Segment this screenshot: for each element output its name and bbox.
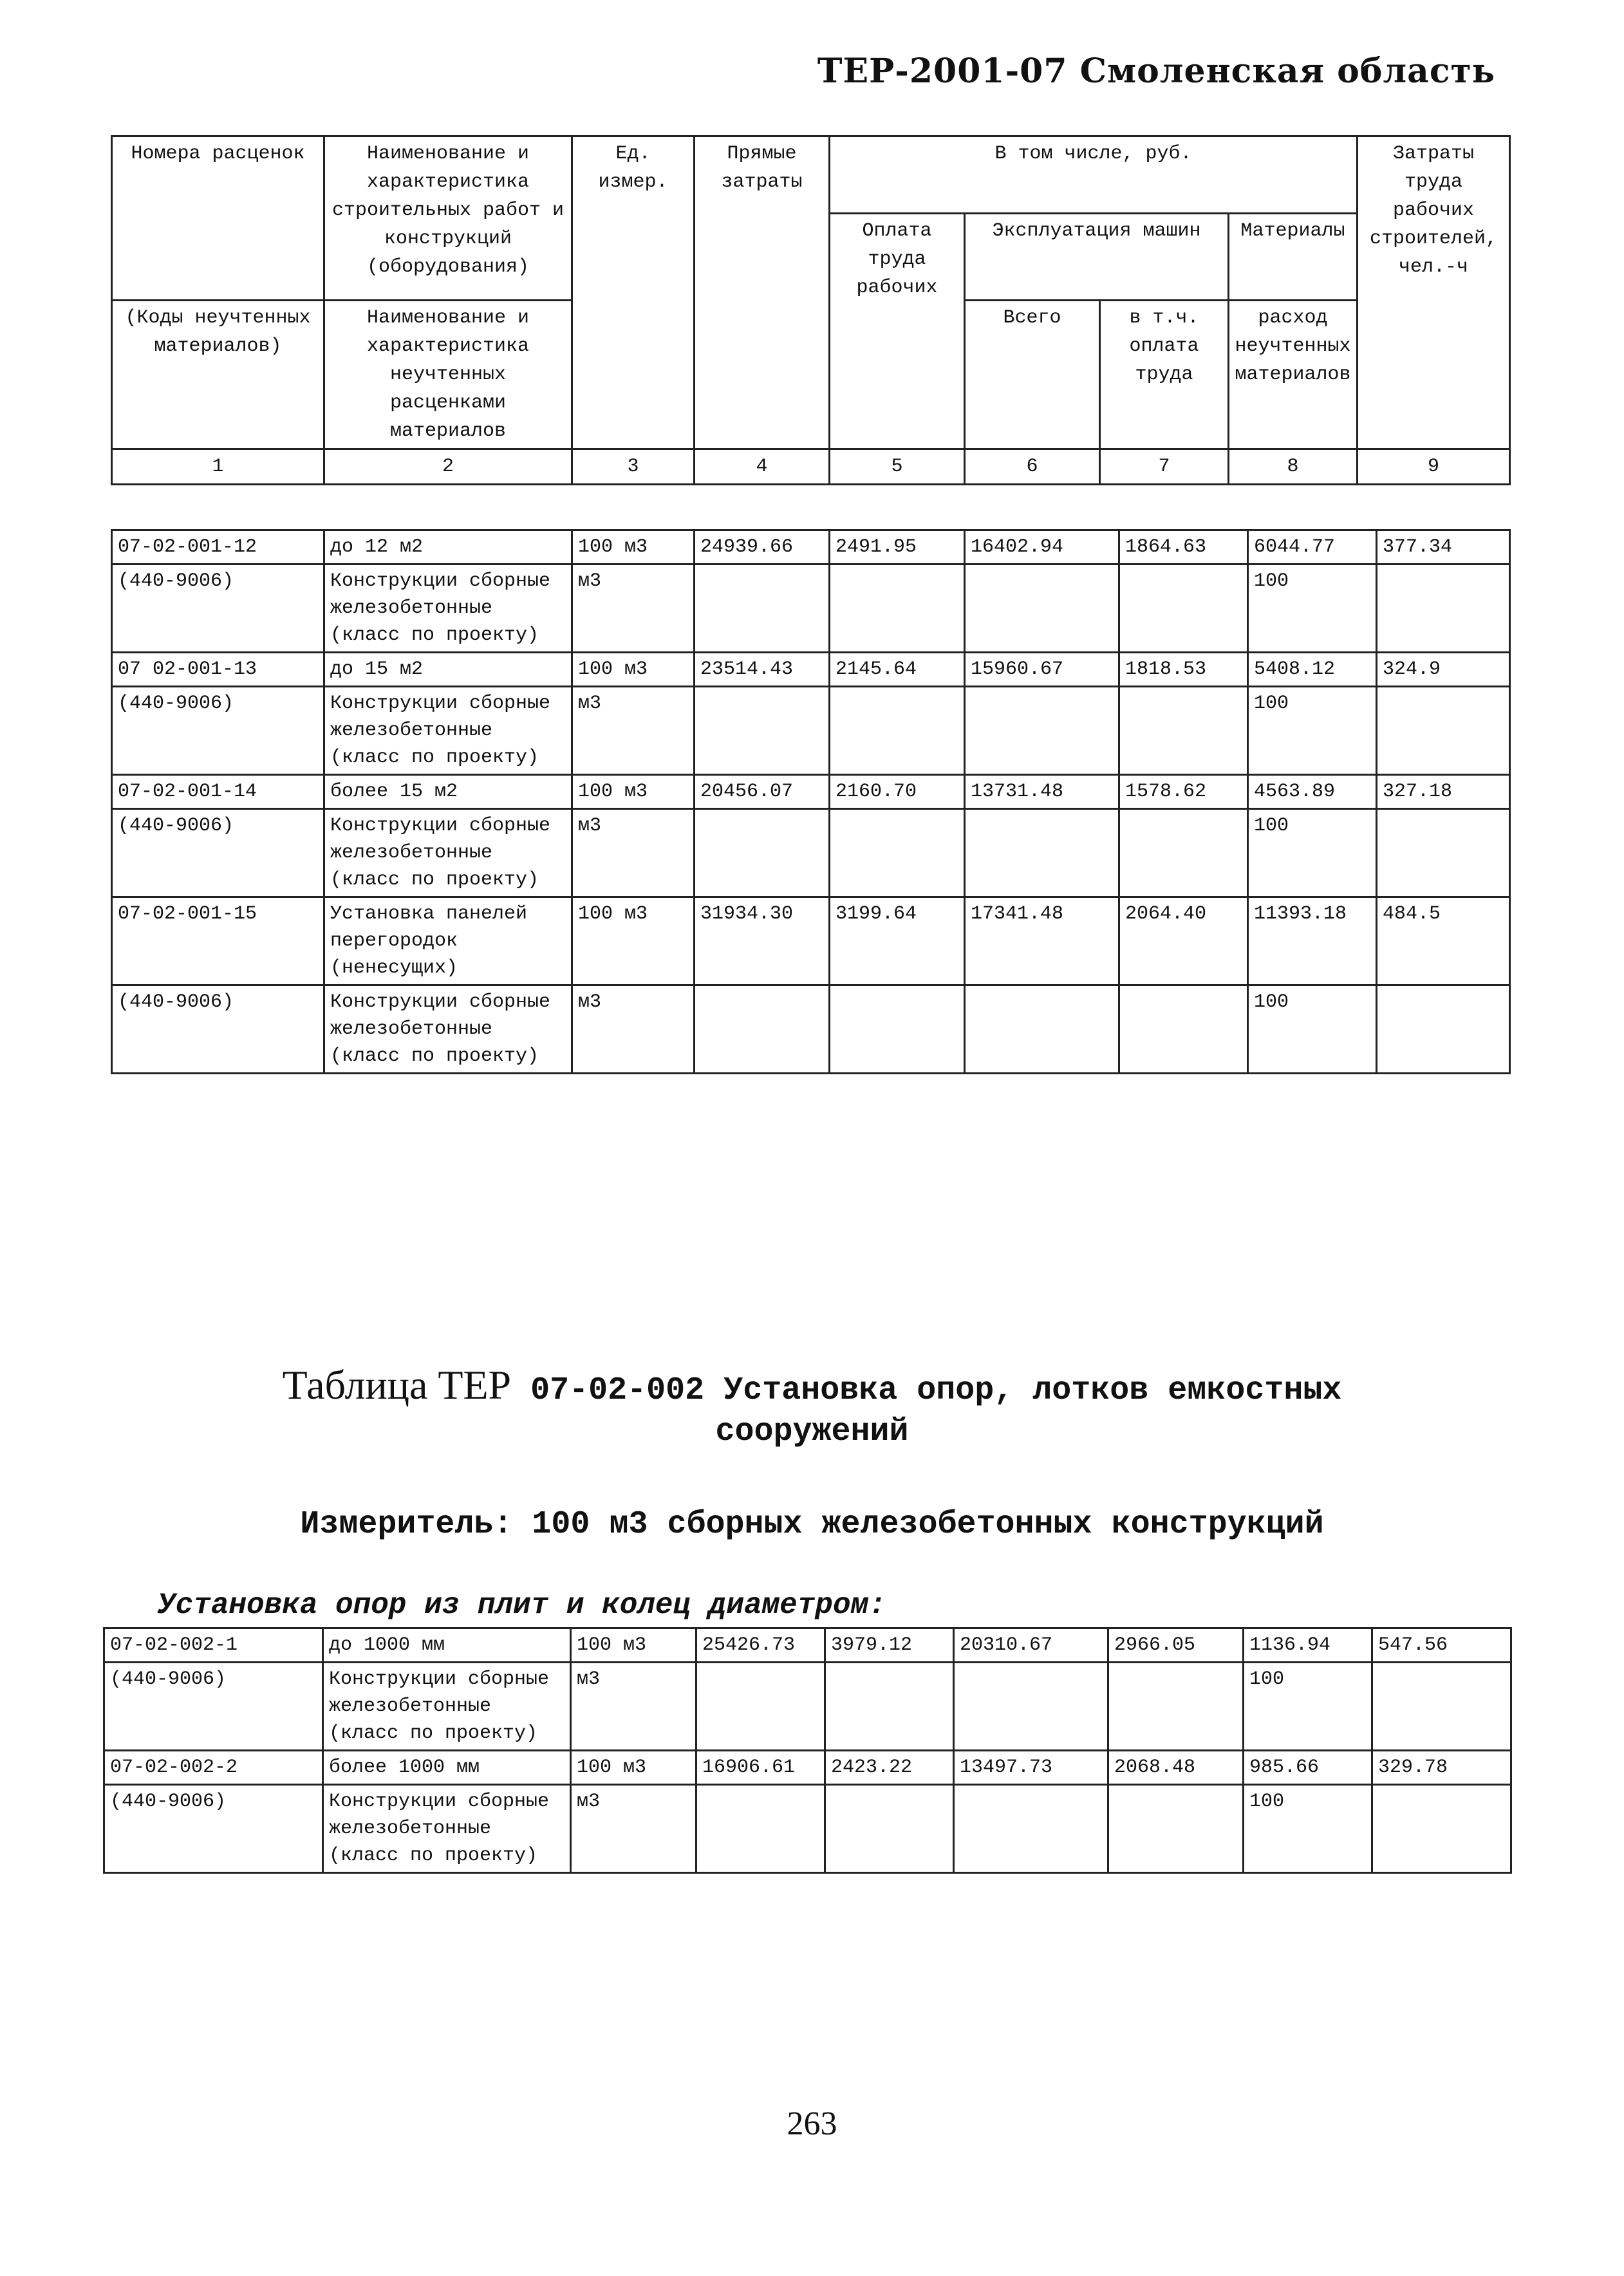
cell-direct: 25426.73 — [696, 1628, 825, 1663]
cell-materials: 100 — [1248, 985, 1377, 1074]
cell-direct — [696, 1785, 825, 1873]
header-including: В том числе, руб. — [830, 136, 1358, 214]
table-row — [104, 1628, 1511, 1663]
header-work-name: Наименование и характеристика строительных работ и конструкций (оборудования) — [324, 136, 572, 301]
cell-machines: 13731.48 — [965, 775, 1119, 809]
table-row — [112, 564, 1510, 653]
header-material-names: Наименование и характеристика неучтенных расценками материалов — [324, 301, 572, 449]
cell-labor: 2160.70 — [830, 775, 965, 809]
cell-direct — [696, 1663, 825, 1751]
cell-name: Конструкции сборные железобетонные (класс по проекту) — [324, 985, 572, 1074]
cell-machines — [954, 1663, 1108, 1751]
cell-materials: 100 — [1244, 1663, 1372, 1751]
column-number: 8 — [1229, 449, 1358, 485]
cell-hours: 324.9 — [1377, 653, 1510, 687]
cell-direct: 24939.66 — [695, 530, 830, 564]
cell-machines: 20310.67 — [954, 1628, 1108, 1663]
cell-machines-labor: 1864.63 — [1119, 530, 1248, 564]
cell-code: 07-02-002-1 — [104, 1628, 323, 1663]
table-row — [112, 687, 1510, 775]
table-title-code: 07-02-002 Установка опор, лотков емкостных — [530, 1372, 1342, 1409]
cell-name: Конструкции сборные железобетонные (класс по проекту) — [324, 687, 572, 775]
cell-materials: 100 — [1248, 809, 1377, 897]
cell-unit: м3 — [572, 564, 695, 653]
cell-machines — [965, 809, 1119, 897]
cell-name: Конструкции сборные железобетонные (класс по проекту) — [323, 1785, 571, 1873]
table-row — [112, 809, 1510, 897]
cell-labor: 2491.95 — [830, 530, 965, 564]
cell-unit: 100 м3 — [572, 897, 695, 985]
column-header-table — [111, 135, 1511, 485]
cell-unit: м3 — [571, 1663, 696, 1751]
cell-hours: 327.18 — [1377, 775, 1510, 809]
cell-machines: 15960.67 — [965, 653, 1119, 687]
cell-hours — [1377, 809, 1510, 897]
cell-machines — [965, 564, 1119, 653]
cell-hours — [1377, 687, 1510, 775]
cell-machines-labor — [1108, 1785, 1244, 1873]
table-row — [112, 897, 1510, 985]
cell-machines: 17341.48 — [965, 897, 1119, 985]
cell-machines-labor: 1818.53 — [1119, 653, 1248, 687]
cell-machines-labor: 1578.62 — [1119, 775, 1248, 809]
column-number: 6 — [965, 449, 1100, 485]
cell-code: 07-02-002-2 — [104, 1751, 323, 1785]
table-title-prefix: Таблица ТЕР — [282, 1362, 512, 1408]
header-machines-labor: в т.ч. оплата труда — [1100, 301, 1229, 449]
cell-direct — [695, 687, 830, 775]
cell-labor: 3199.64 — [830, 897, 965, 985]
subheading: Установка опор из плит и колец диаметром: — [158, 1589, 886, 1622]
header-machine-operation: Эксплуатация машин — [965, 214, 1229, 301]
cell-machines-labor — [1119, 564, 1248, 653]
cell-hours — [1377, 564, 1510, 653]
cell-unit: м3 — [571, 1785, 696, 1873]
header-rate-numbers: Номера расценок — [112, 136, 324, 301]
cell-name: Конструкции сборные железобетонные (класс по проекту) — [323, 1663, 571, 1751]
cell-labor: 3979.12 — [825, 1628, 954, 1663]
cell-labor: 2423.22 — [825, 1751, 954, 1785]
cell-materials: 11393.18 — [1248, 897, 1377, 985]
cell-hours: 484.5 — [1377, 897, 1510, 985]
cell-direct: 16906.61 — [696, 1751, 825, 1785]
cell-materials: 100 — [1248, 687, 1377, 775]
cell-machines — [954, 1785, 1108, 1873]
cell-materials: 5408.12 — [1248, 653, 1377, 687]
cell-machines-labor — [1119, 687, 1248, 775]
cell-materials: 100 — [1248, 564, 1377, 653]
cell-machines — [965, 985, 1119, 1074]
column-number: 3 — [572, 449, 695, 485]
column-number: 1 — [112, 449, 324, 485]
cell-labor — [830, 985, 965, 1074]
cell-labor — [830, 687, 965, 775]
cell-machines-labor — [1108, 1663, 1244, 1751]
header-unit: Ед. измер. — [572, 136, 695, 449]
cell-unit: 100 м3 — [572, 775, 695, 809]
table-title — [0, 1362, 1624, 1453]
rates-table-part2 — [103, 1627, 1512, 1874]
cell-name: до 1000 мм — [323, 1628, 571, 1663]
header-machines-total: Всего — [965, 301, 1100, 449]
header-direct-costs: Прямые затраты — [695, 136, 830, 449]
cell-hours: 547.56 — [1372, 1628, 1511, 1663]
document-header-title: ТЕР-2001-07 Смоленская область — [817, 51, 1495, 91]
cell-hours: 329.78 — [1372, 1751, 1511, 1785]
column-number: 4 — [695, 449, 830, 485]
cell-code: 07-02-001-12 — [112, 530, 324, 564]
table-row — [112, 530, 1510, 564]
cell-name: более 15 м2 — [324, 775, 572, 809]
header-materials: Материалы — [1229, 214, 1358, 301]
cell-unit: м3 — [572, 985, 695, 1074]
table-row — [112, 775, 1510, 809]
cell-direct — [695, 809, 830, 897]
cell-direct — [695, 564, 830, 653]
rates-table-part1 — [111, 529, 1511, 1074]
column-number: 9 — [1358, 449, 1510, 485]
cell-name: более 1000 мм — [323, 1751, 571, 1785]
cell-machines: 13497.73 — [954, 1751, 1108, 1785]
cell-labor — [830, 564, 965, 653]
header-material-consumption: расход неучтенных материалов — [1229, 301, 1358, 449]
cell-code: (440-9006) — [112, 564, 324, 653]
cell-hours: 377.34 — [1377, 530, 1510, 564]
cell-name: до 15 м2 — [324, 653, 572, 687]
table-row — [104, 1663, 1511, 1751]
cell-materials: 6044.77 — [1248, 530, 1377, 564]
page-number: 263 — [787, 2105, 837, 2142]
cell-code: (440-9006) — [112, 809, 324, 897]
cell-machines-labor: 2064.40 — [1119, 897, 1248, 985]
column-number: 7 — [1100, 449, 1229, 485]
header-labor-hours: Затраты труда рабочих строителей, чел.-ч — [1358, 136, 1510, 449]
cell-name: Конструкции сборные железобетонные (класс по проекту) — [324, 564, 572, 653]
cell-direct: 23514.43 — [695, 653, 830, 687]
cell-machines: 16402.94 — [965, 530, 1119, 564]
cell-direct — [695, 985, 830, 1074]
cell-unit: 100 м3 — [572, 530, 695, 564]
cell-labor: 2145.64 — [830, 653, 965, 687]
cell-code: 07-02-001-14 — [112, 775, 324, 809]
cell-hours — [1372, 1663, 1511, 1751]
cell-code: (440-9006) — [112, 985, 324, 1074]
cell-materials: 4563.89 — [1248, 775, 1377, 809]
cell-unit: м3 — [572, 809, 695, 897]
cell-materials: 1136.94 — [1244, 1628, 1372, 1663]
cell-name: Установка панелей перегородок (ненесущих) — [324, 897, 572, 985]
cell-direct: 31934.30 — [695, 897, 830, 985]
header-worker-pay: Оплата труда рабочих — [830, 214, 965, 449]
cell-materials: 985.66 — [1244, 1751, 1372, 1785]
cell-machines — [965, 687, 1119, 775]
cell-code: (440-9006) — [112, 687, 324, 775]
cell-code: 07-02-001-15 — [112, 897, 324, 985]
cell-labor — [825, 1785, 954, 1873]
cell-code: (440-9006) — [104, 1785, 323, 1873]
cell-machines-labor — [1119, 985, 1248, 1074]
cell-code: 07 02-001-13 — [112, 653, 324, 687]
cell-unit: 100 м3 — [571, 1628, 696, 1663]
cell-machines-labor — [1119, 809, 1248, 897]
table-row — [112, 985, 1510, 1074]
cell-unit: 100 м3 — [571, 1751, 696, 1785]
table-row — [112, 653, 1510, 687]
cell-hours — [1377, 985, 1510, 1074]
measurement-unit: Измеритель: 100 м3 сборных железобетонных конструкций — [300, 1506, 1324, 1543]
cell-code: (440-9006) — [104, 1663, 323, 1751]
cell-labor — [825, 1663, 954, 1751]
cell-unit: м3 — [572, 687, 695, 775]
cell-unit: 100 м3 — [572, 653, 695, 687]
cell-name: Конструкции сборные железобетонные (класс по проекту) — [324, 809, 572, 897]
cell-hours — [1372, 1785, 1511, 1873]
table-row — [104, 1751, 1511, 1785]
cell-materials: 100 — [1244, 1785, 1372, 1873]
cell-machines-labor: 2068.48 — [1108, 1751, 1244, 1785]
column-number: 2 — [324, 449, 572, 485]
column-number: 5 — [830, 449, 965, 485]
table-title-line2: сооружений — [715, 1413, 909, 1450]
cell-machines-labor: 2966.05 — [1108, 1628, 1244, 1663]
cell-name: до 12 м2 — [324, 530, 572, 564]
table-row — [104, 1785, 1511, 1873]
header-material-codes: (Коды неучтенных материалов) — [112, 301, 324, 449]
cell-labor — [830, 809, 965, 897]
cell-direct: 20456.07 — [695, 775, 830, 809]
